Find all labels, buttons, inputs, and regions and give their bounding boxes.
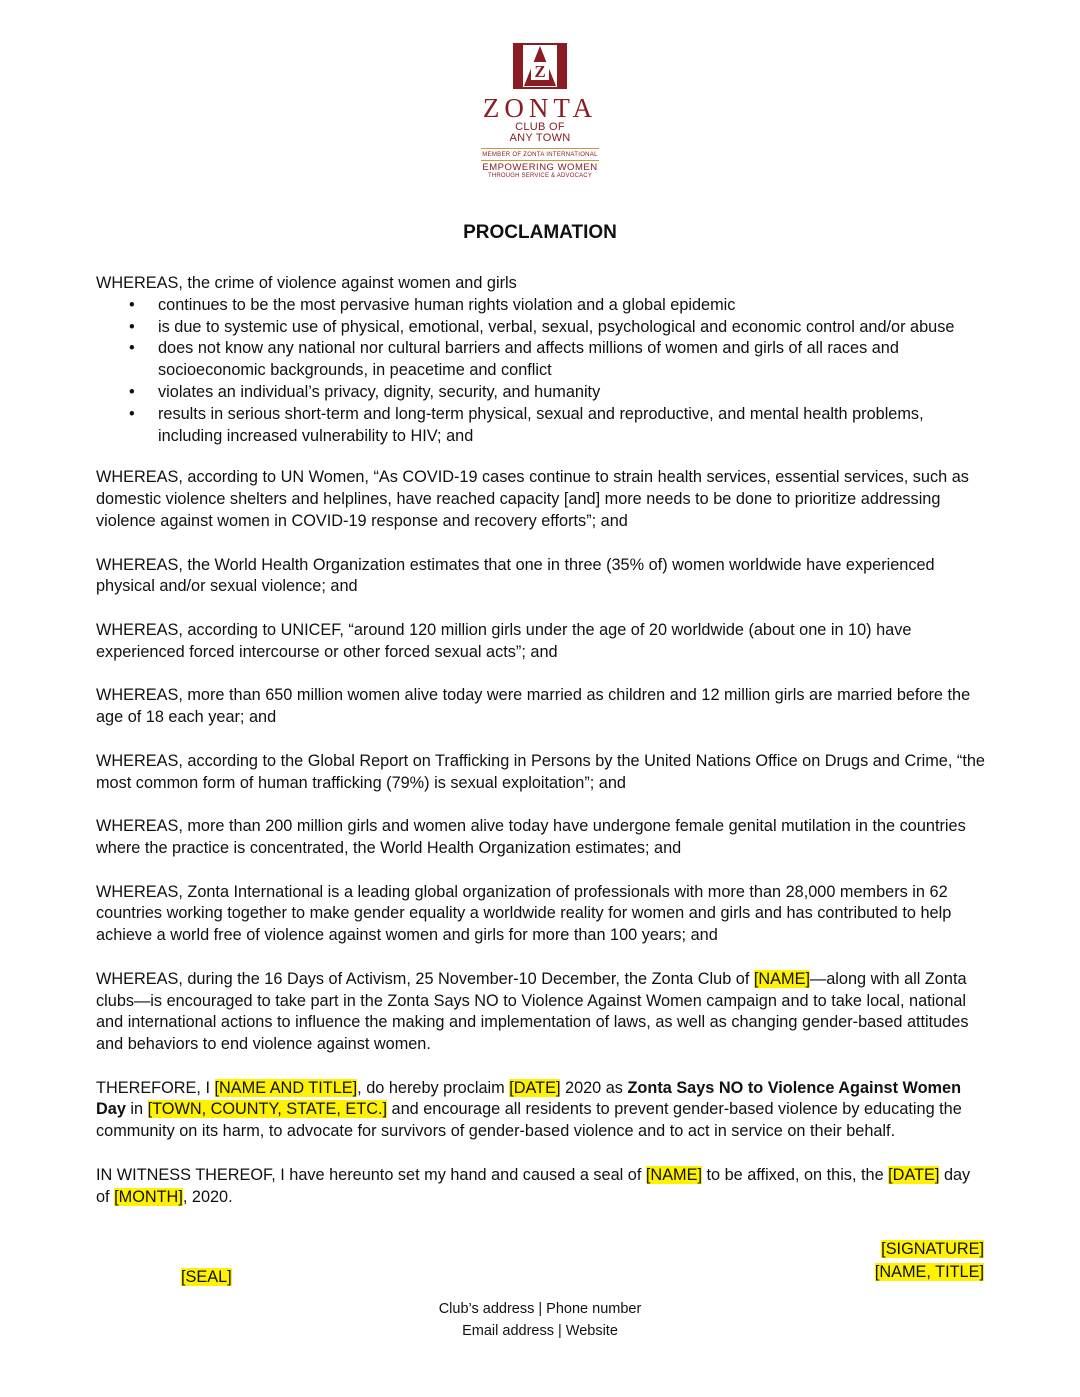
day-name: Zonta Says NO to Violence Against Women Day (96, 1078, 962, 1119)
footer-line1: Club’s address | Phone number (438, 1301, 642, 1317)
list-item-text: does not know any national nor cultural barriers and affects millions of women and girls of all races and socioeconomic backgrounds, in peacetime and conflict (158, 339, 899, 380)
placeholder-signature: [SIGNATURE] (881, 1240, 984, 1258)
list-item (96, 317, 988, 339)
list-item-text: violates an individual’s privacy, dignity, security, and humanity (158, 382, 601, 401)
placeholder-name-title: [NAME AND TITLE] (214, 1078, 358, 1097)
whereas-list (96, 295, 988, 448)
logo-divider (481, 148, 599, 149)
list-item (96, 404, 988, 448)
therefore-text: THEREFORE, I (96, 1078, 215, 1097)
bullet-icon: • (129, 317, 135, 336)
whereas-fgm: WHEREAS, more than 200 million girls and women alive today have undergone female genital mutilation in the countries where the practice is concentrated, the World Health Organization estimates; and (96, 817, 966, 857)
list-item-text: results in serious short-term and long-term physical, sexual and reproductive, and mental health problems, including increased vulnerability to HIV; and (158, 404, 924, 445)
whereas-who: WHEREAS, the World Health Organization estimates that one in three (35% of) women worldwide have experienced physical and/or sexual violence; and (96, 555, 935, 596)
zonta-emblem-icon (512, 40, 568, 92)
logo-member: MEMBER OF ZONTA INTERNATIONAL (482, 152, 598, 158)
list-item-text: is due to systemic use of physical, emotional, verbal, sexual, psychological and economic control and/or abuse (158, 317, 955, 336)
footer-line2: Email address | Website (462, 1323, 618, 1339)
therefore-text: in (125, 1100, 148, 1119)
therefore-text: , do hereby proclaim (357, 1078, 510, 1097)
logo-line1: CLUB OF (515, 121, 565, 133)
proclamation-body (96, 273, 988, 1208)
zonta-logo (460, 40, 620, 190)
intro-paragraph: WHEREAS, the crime of violence against women and girls (96, 274, 517, 292)
witness-text: to be affixed, on this, the (702, 1165, 889, 1184)
list-item (96, 295, 988, 317)
logo-name: ZONTA (482, 93, 598, 123)
witness-text: day of (96, 1165, 971, 1206)
therefore-text: and encourage all residents to prevent gender-based violence by educating the community on its harm, to advocate for survivors of gender-based violence and to act in service on their behalf. (96, 1100, 962, 1141)
placeholder-name: [NAME] (645, 1165, 702, 1184)
page-title: PROCLAMATION (463, 222, 617, 243)
list-item (96, 382, 988, 404)
activism-text-2: —along with all Zonta clubs—is encouraged to take part in the Zonta Says NO to Violence Against Women campaign and to take local, national and international actions to influence the making and implementation of laws, as well as changing gender-based attitudes and behaviors to end violence against women. (96, 969, 969, 1054)
logo-tagline2: THROUGH SERVICE & ADVOCACY (487, 173, 593, 179)
footer (0, 1298, 1080, 1342)
list-item (96, 338, 988, 382)
signature-block (875, 1238, 984, 1284)
witness-text: , 2020. (182, 1187, 233, 1206)
seal-block (181, 1268, 232, 1287)
placeholder-date: [DATE] (888, 1165, 940, 1184)
placeholder-town: [TOWN, COUNTY, STATE, ETC.] (147, 1100, 388, 1119)
bullet-icon: • (129, 382, 135, 401)
logo-line2: ANY TOWN (509, 132, 571, 144)
bullet-icon: • (129, 404, 135, 423)
activism-text: WHEREAS, during the 16 Days of Activism, 25 November-10 December, the Zonta Club of (96, 969, 754, 988)
placeholder-signer: [NAME, TITLE] (874, 1263, 984, 1281)
bullet-icon: • (129, 339, 135, 358)
logo-tagline1: EMPOWERING WOMEN (482, 162, 598, 173)
witness-text: IN WITNESS THEREOF, I have hereunto set my hand and caused a seal of (96, 1165, 646, 1184)
whereas-child-marriage: WHEREAS, more than 650 million women alive today were married as children and 12 million girls are married before the age of 18 each year; and (96, 686, 971, 727)
placeholder-name: [NAME] (753, 969, 810, 988)
placeholder-seal: [SEAL] (181, 1268, 232, 1286)
therefore-text: 2020 as (560, 1078, 628, 1097)
whereas-zonta: WHEREAS, Zonta International is a leading global organization of professionals with more than 28,000 members in 62 countries working together to make gender equality a worldwide reality for women and girls and has contributed to help achieve a world free of violence against women and girls for more than 100 years; and (96, 882, 952, 945)
whereas-activism (96, 969, 988, 1056)
therefore-paragraph (96, 1078, 988, 1143)
placeholder-month: [MONTH] (114, 1187, 183, 1206)
whereas-unicef: WHEREAS, according to UNICEF, “around 120 million girls under the age of 20 worldwide (about one in 10) have experienced forced intercourse or other forced sexual acts”; and (96, 620, 912, 661)
witness-paragraph (96, 1165, 988, 1209)
whereas-un-women: WHEREAS, according to UN Women, “As COVID-19 cases continue to strain health services, essential services, such as domestic violence shelters and helplines, have reached capacity [and] more needs to be done to prioritize addressing violence against women in COVID-19 response and recovery efforts”; and (96, 468, 969, 530)
emblem-letter: Z (534, 62, 546, 81)
placeholder-date: [DATE] (509, 1078, 561, 1097)
bullet-icon: • (129, 295, 135, 314)
whereas-trafficking: WHEREAS, according to the Global Report on Trafficking in Persons by the United Nations Office on Drugs and Crime, “the most common form of human trafficking (79%) is sexual exploitation”; and (96, 751, 985, 792)
logo-divider-2 (481, 160, 599, 161)
list-item-text: continues to be the most pervasive human rights violation and a global epidemic (158, 295, 736, 314)
